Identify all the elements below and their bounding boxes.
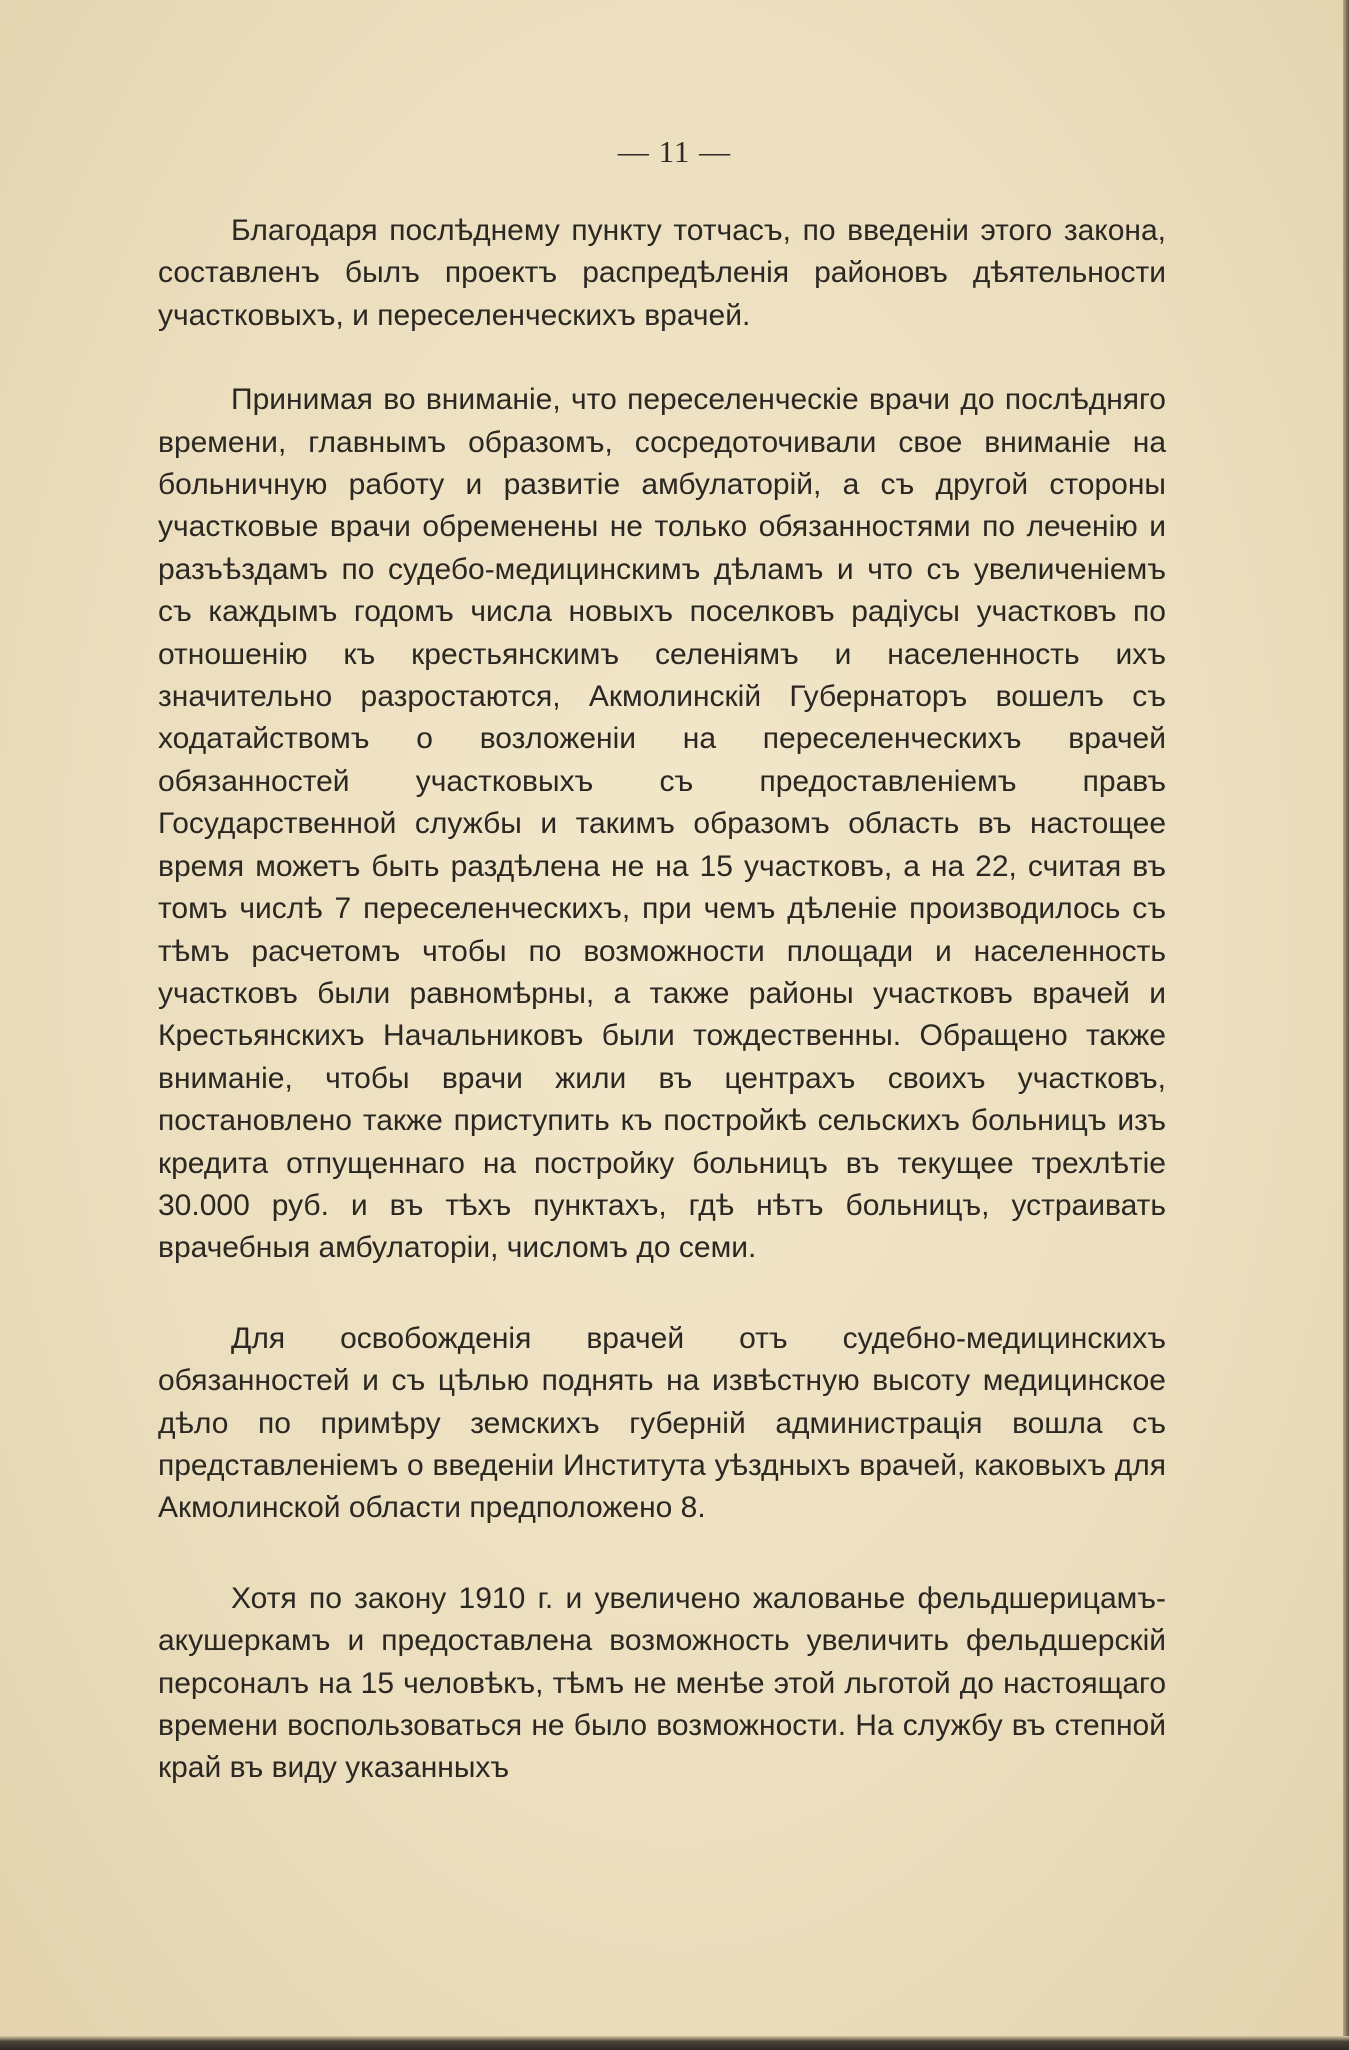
- page-edge-shadow-bottom: [0, 2036, 1349, 2050]
- page-number: — 11 —: [617, 134, 732, 169]
- body-text: [158, 210, 1166, 1790]
- page-edge-shadow-right: [1343, 0, 1349, 2050]
- paragraph-1: Благодаря послѣднему пункту тотчасъ, по введенiи этого закона, составленъ былъ проектъ распредѣленiя районовъ дѣятельности участковыхъ, и переселенческихъ врачей.: [158, 214, 1166, 332]
- paragraph-2: Принимая во вниманiе, что переселенческiе врачи до послѣдняго времени, главнымъ образомъ, сосредоточивали свое вниманiе на больничную работу и развитiе амбулаторiй, а съ другой стороны участковые врачи обременены не только обязанностями по леченiю и разъѣздамъ по судебо-медицинскимъ дѣламъ и что съ увеличенiемъ съ каждымъ годомъ числа новыхъ поселковъ радiусы участковъ по отношенiю къ крестьянскимъ селенiямъ и населенность ихъ значительно разростаются, Акмолинскiй Губернаторъ вошелъ съ ходатайствомъ о возложенiи на переселенческихъ врачей обязанностей участковыхъ съ предоставленiемъ правъ Государственной службы и такимъ образомъ область въ настощее время можетъ быть раздѣлена не на 15 участковъ, а на 22, считая въ томъ числѣ 7 переселенческихъ, при чемъ дѣленiе производилось съ тѣмъ расчетомъ чтобы по возможности площади и населенность участковъ были равномѣрны, а также районы участковъ врачей и Крестьянскихъ Начальниковъ были тождественны. Обращено также вниманiе, чтобы врачи жили въ центрахъ своихъ участковъ, постановлено также приступить къ постройкѣ сельскихъ больницъ изъ кредита отпущеннаго на постройку больницъ въ текущее трехлѣтiе 30.000 руб. и въ тѣхъ пунктахъ, гдѣ нѣтъ больницъ, устраивать врачебныя амбулаторiи, числомъ до семи.: [158, 383, 1166, 1265]
- paragraph-3: Для освобожденiя врачей отъ судебно-медицинскихъ обязанностей и съ цѣлью поднять на извѣстную высоту медицинское дѣло по примѣру земскихъ губернiй администрацiя вошла съ представленiемъ о введенiи Института уѣздныхъ врачей, каковыхъ для Акмолинской области предположено 8.: [158, 1321, 1166, 1525]
- paragraph-4: Хотя по закону 1910 г. и увеличено жалованье фельдшерицамъ-акушеркамъ и предоставлена возможность увеличить фельдшерскiй персоналъ на 15 человѣкъ, тѣмъ не менѣе этой льготой до настоящаго времени воспользоваться не было возможности. На службу въ степной край въ виду указанныхъ: [158, 1581, 1166, 1785]
